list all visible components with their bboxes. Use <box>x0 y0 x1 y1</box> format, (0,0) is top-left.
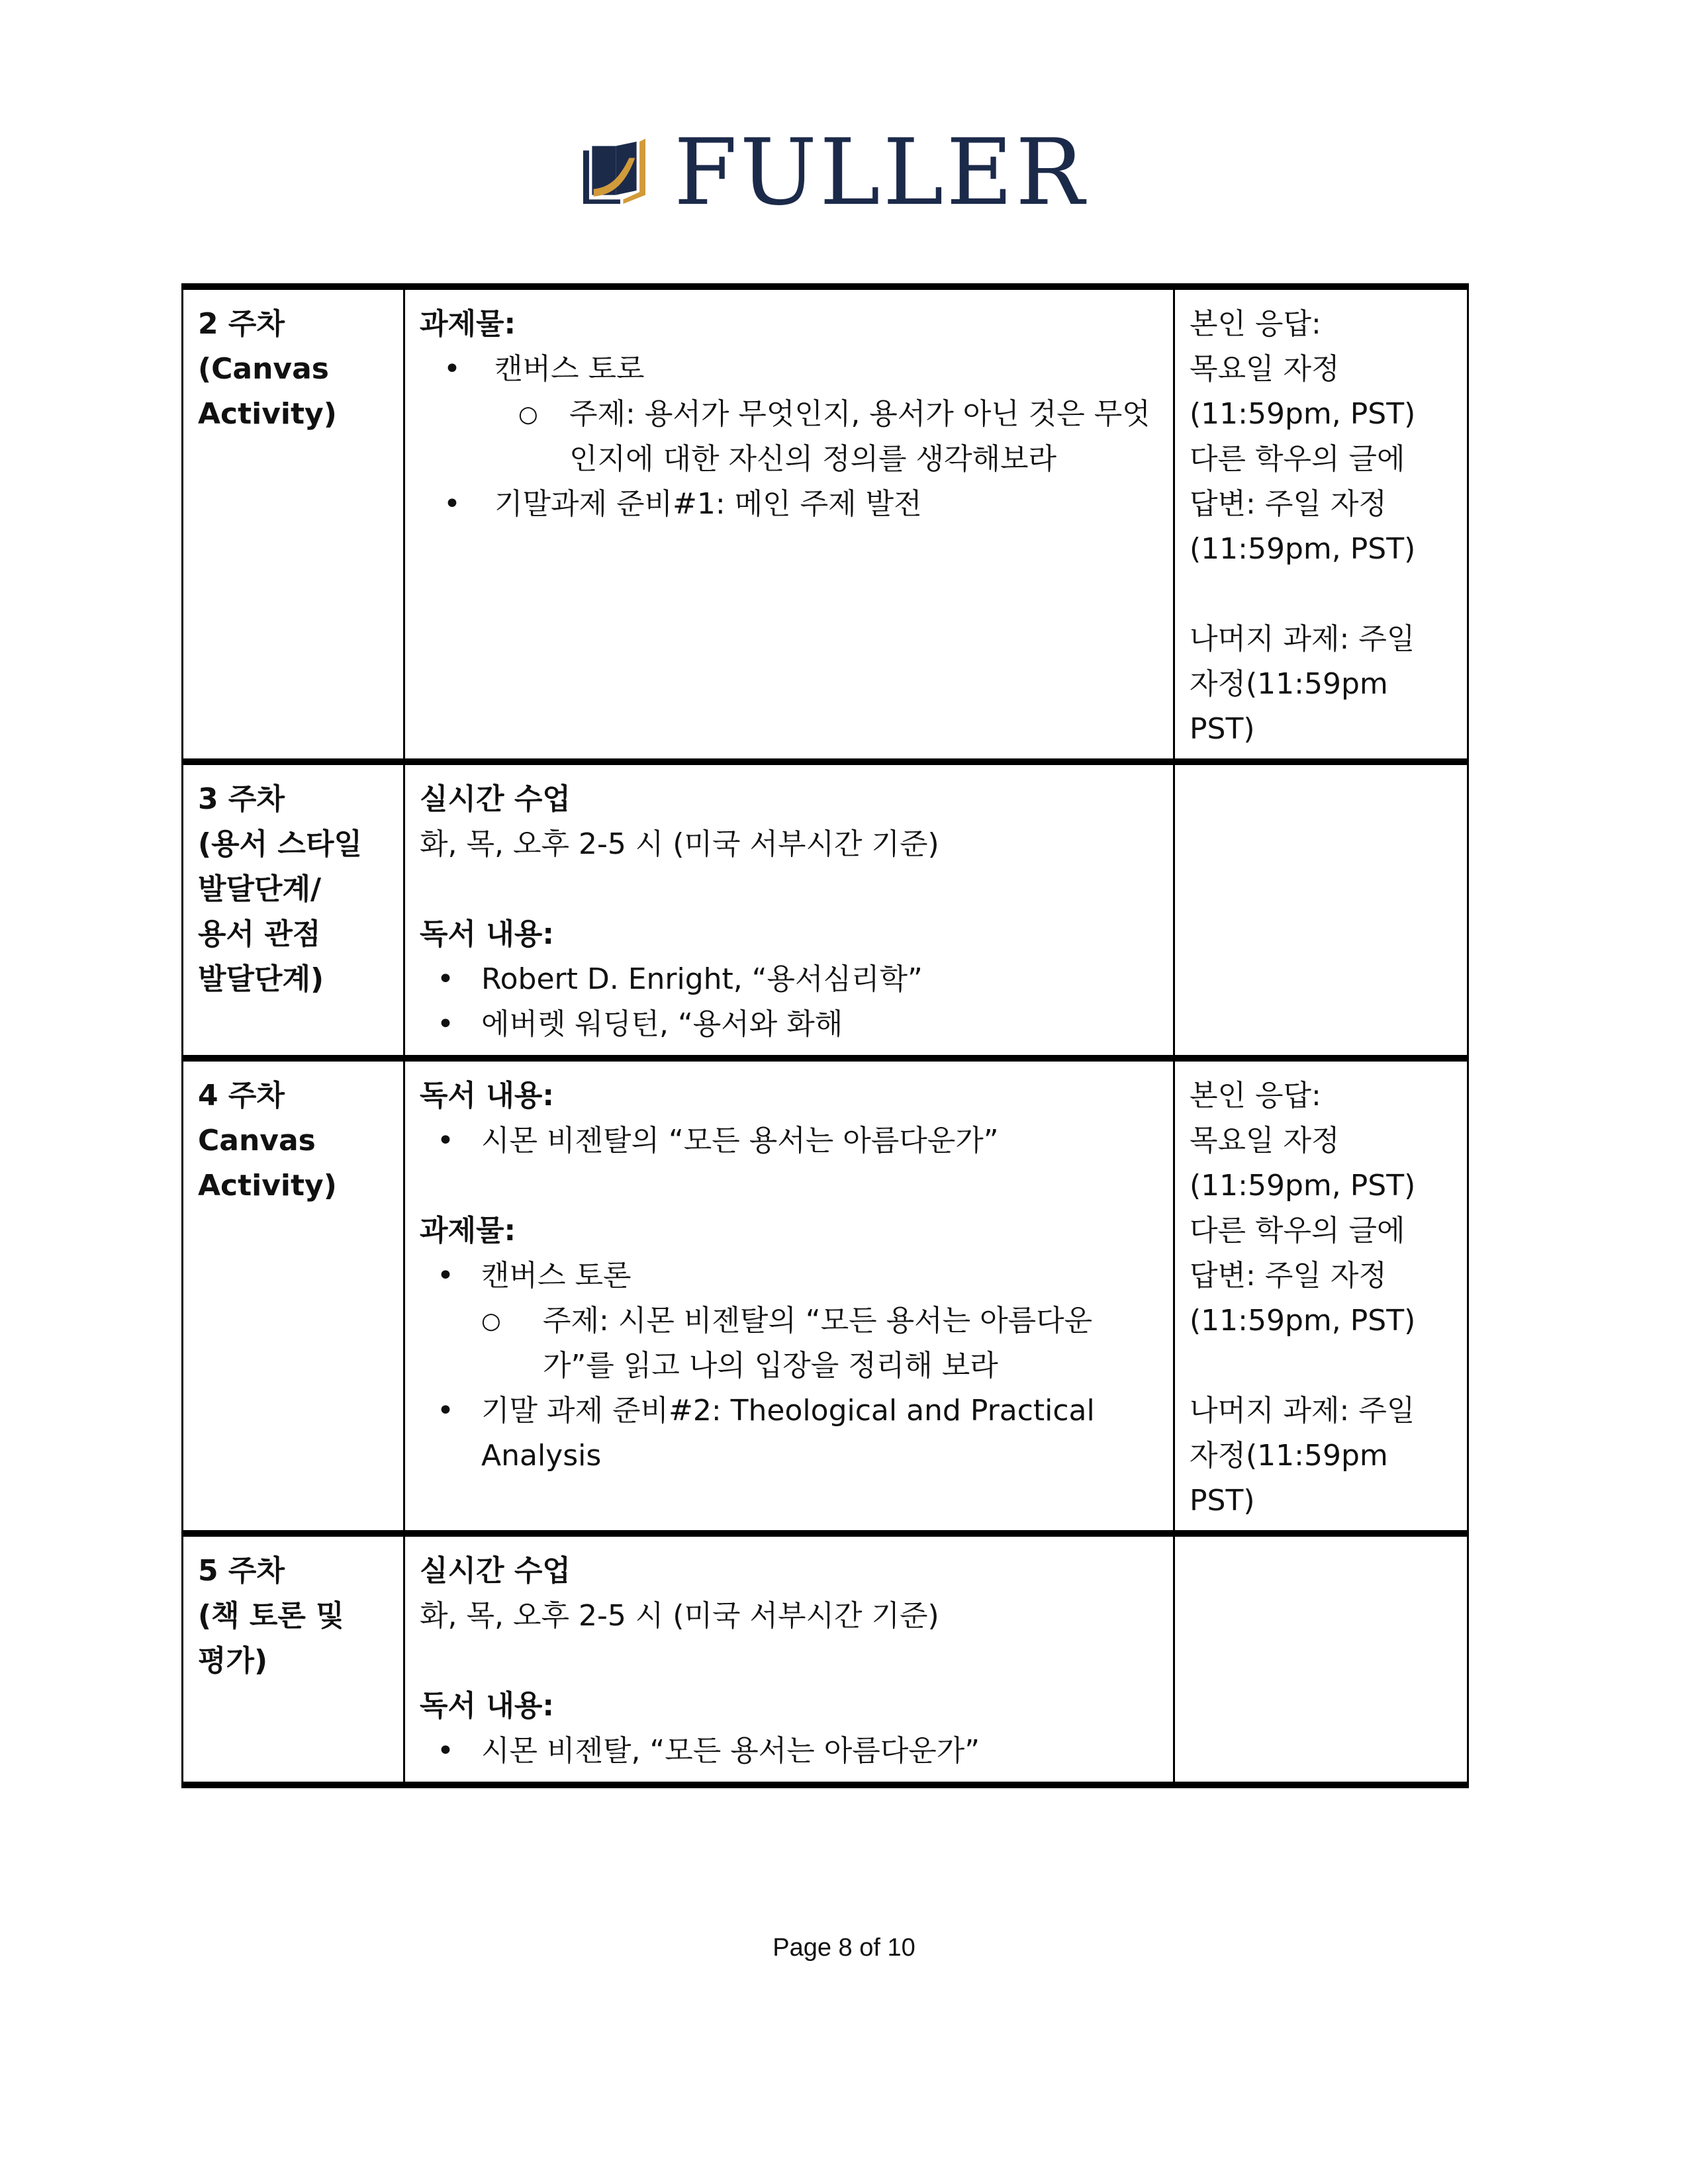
list-item: • 기말 과제 준비#2: Theological and Practical Analysis <box>420 1388 1158 1479</box>
list-item <box>420 347 1158 482</box>
spacer <box>1190 1343 1452 1388</box>
live-class-heading: 실시간 수업 <box>420 1554 571 1588</box>
sub-list <box>494 392 1158 482</box>
list-item: • 에버렛 워딩턴, “용서와 화해 <box>420 1002 1158 1047</box>
table-row-week-4 <box>183 1058 1468 1533</box>
logo-wordmark: FULLER <box>674 119 1087 226</box>
due-text: 자정(11:59pm <box>1190 667 1388 701</box>
due-text: (11:59pm, PST) <box>1190 532 1416 566</box>
live-class-time: 화, 목, 오후 2-5 시 (미국 서부시간 기준) <box>420 827 939 861</box>
assignment-list <box>420 347 1158 527</box>
content-cell <box>404 762 1174 1058</box>
due-text: 나머지 과제: 주일 <box>1190 622 1415 656</box>
due-text: 목요일 자정 <box>1190 1124 1340 1158</box>
live-class-time: 화, 목, 오후 2-5 시 (미국 서부시간 기준) <box>420 1599 939 1633</box>
sub-list-item: ○ 주제: 시몬 비젠탈의 “모든 용서는 아름다운가”를 읽고 나의 입장을 정리해 보라 <box>481 1298 1158 1388</box>
sub-list-item: ○ 주제: 용서가 무엇인지, 용서가 아닌 것은 무엇인지에 대한 자신의 정의를 생각해보라 <box>494 392 1158 482</box>
due-text: 다른 학우의 글에 <box>1190 1214 1405 1248</box>
week-label: 5 주차 (책 토론 및 평가) <box>183 1533 404 1785</box>
due-text: 답변: 주일 자정 <box>1190 1259 1387 1293</box>
due-text: 답변: 주일 자정 <box>1190 487 1387 521</box>
due-text: 본인 응답: <box>1190 1079 1321 1113</box>
table-row-week-3 <box>183 762 1468 1058</box>
reading-list <box>420 957 1158 1047</box>
list-item <box>420 1253 1158 1388</box>
page-number: Page 8 of 10 <box>773 1934 915 1962</box>
list-item: • 시몬 비젠탈의 “모든 용서는 아름다운가” <box>420 1118 1158 1163</box>
list-item-text: 캔버스 토론 <box>481 1259 632 1293</box>
week-label: 3 주차 (용서 스타일 발달단계/ 용서 관점 발달단계) <box>183 762 404 1058</box>
list-item: • 기말과제 준비#1: 메인 주제 발전 <box>420 482 1158 527</box>
due-text: 본인 응답: <box>1190 307 1321 341</box>
content-cell <box>404 287 1174 762</box>
due-text: PST) <box>1190 712 1255 746</box>
due-text: 자정(11:59pm <box>1190 1439 1388 1473</box>
reading-list <box>420 1729 1158 1774</box>
spacer <box>420 1163 1158 1208</box>
content-cell <box>404 1533 1174 1785</box>
reading-heading: 독서 내용: <box>420 1079 554 1113</box>
due-text: (11:59pm, PST) <box>1190 1169 1416 1203</box>
reading-heading: 독서 내용: <box>420 917 554 951</box>
week-label: 2 주차 (Canvas Activity) <box>183 287 404 762</box>
due-text: (11:59pm, PST) <box>1190 397 1416 431</box>
content-cell <box>404 1058 1174 1533</box>
due-text: (11:59pm, PST) <box>1190 1304 1416 1338</box>
sub-list <box>481 1298 1158 1388</box>
due-cell-empty <box>1174 1533 1468 1785</box>
reading-heading: 독서 내용: <box>420 1689 554 1723</box>
list-item: • Robert D. Enright, “용서심리학” <box>420 957 1158 1002</box>
due-text: 다른 학우의 글에 <box>1190 442 1405 476</box>
table-row-week-2 <box>183 287 1468 762</box>
spacer <box>420 1639 1158 1684</box>
assignment-list <box>420 1253 1158 1479</box>
reading-list <box>420 1118 1158 1163</box>
due-text: PST) <box>1190 1484 1255 1518</box>
week-label: 4 주차 Canvas Activity) <box>183 1058 404 1533</box>
live-class-heading: 실시간 수업 <box>420 782 571 816</box>
due-cell <box>1174 287 1468 762</box>
table-row-week-5 <box>183 1533 1468 1785</box>
due-cell <box>1174 1058 1468 1533</box>
list-item-text: 캔버스 토로 <box>494 352 645 386</box>
list-item: • 시몬 비젠탈, “모든 용서는 아름다운가” <box>420 1729 1158 1774</box>
due-text: 나머지 과제: 주일 <box>1190 1394 1415 1428</box>
spacer <box>1190 572 1452 617</box>
due-text: 목요일 자정 <box>1190 352 1340 386</box>
course-schedule-table <box>181 283 1469 1788</box>
fuller-logo <box>577 119 1087 226</box>
spacer <box>420 867 1158 912</box>
open-book-icon <box>577 136 651 210</box>
assignments-heading: 과제물: <box>420 307 516 341</box>
assignments-heading: 과제물: <box>420 1214 516 1248</box>
due-cell-empty <box>1174 762 1468 1058</box>
